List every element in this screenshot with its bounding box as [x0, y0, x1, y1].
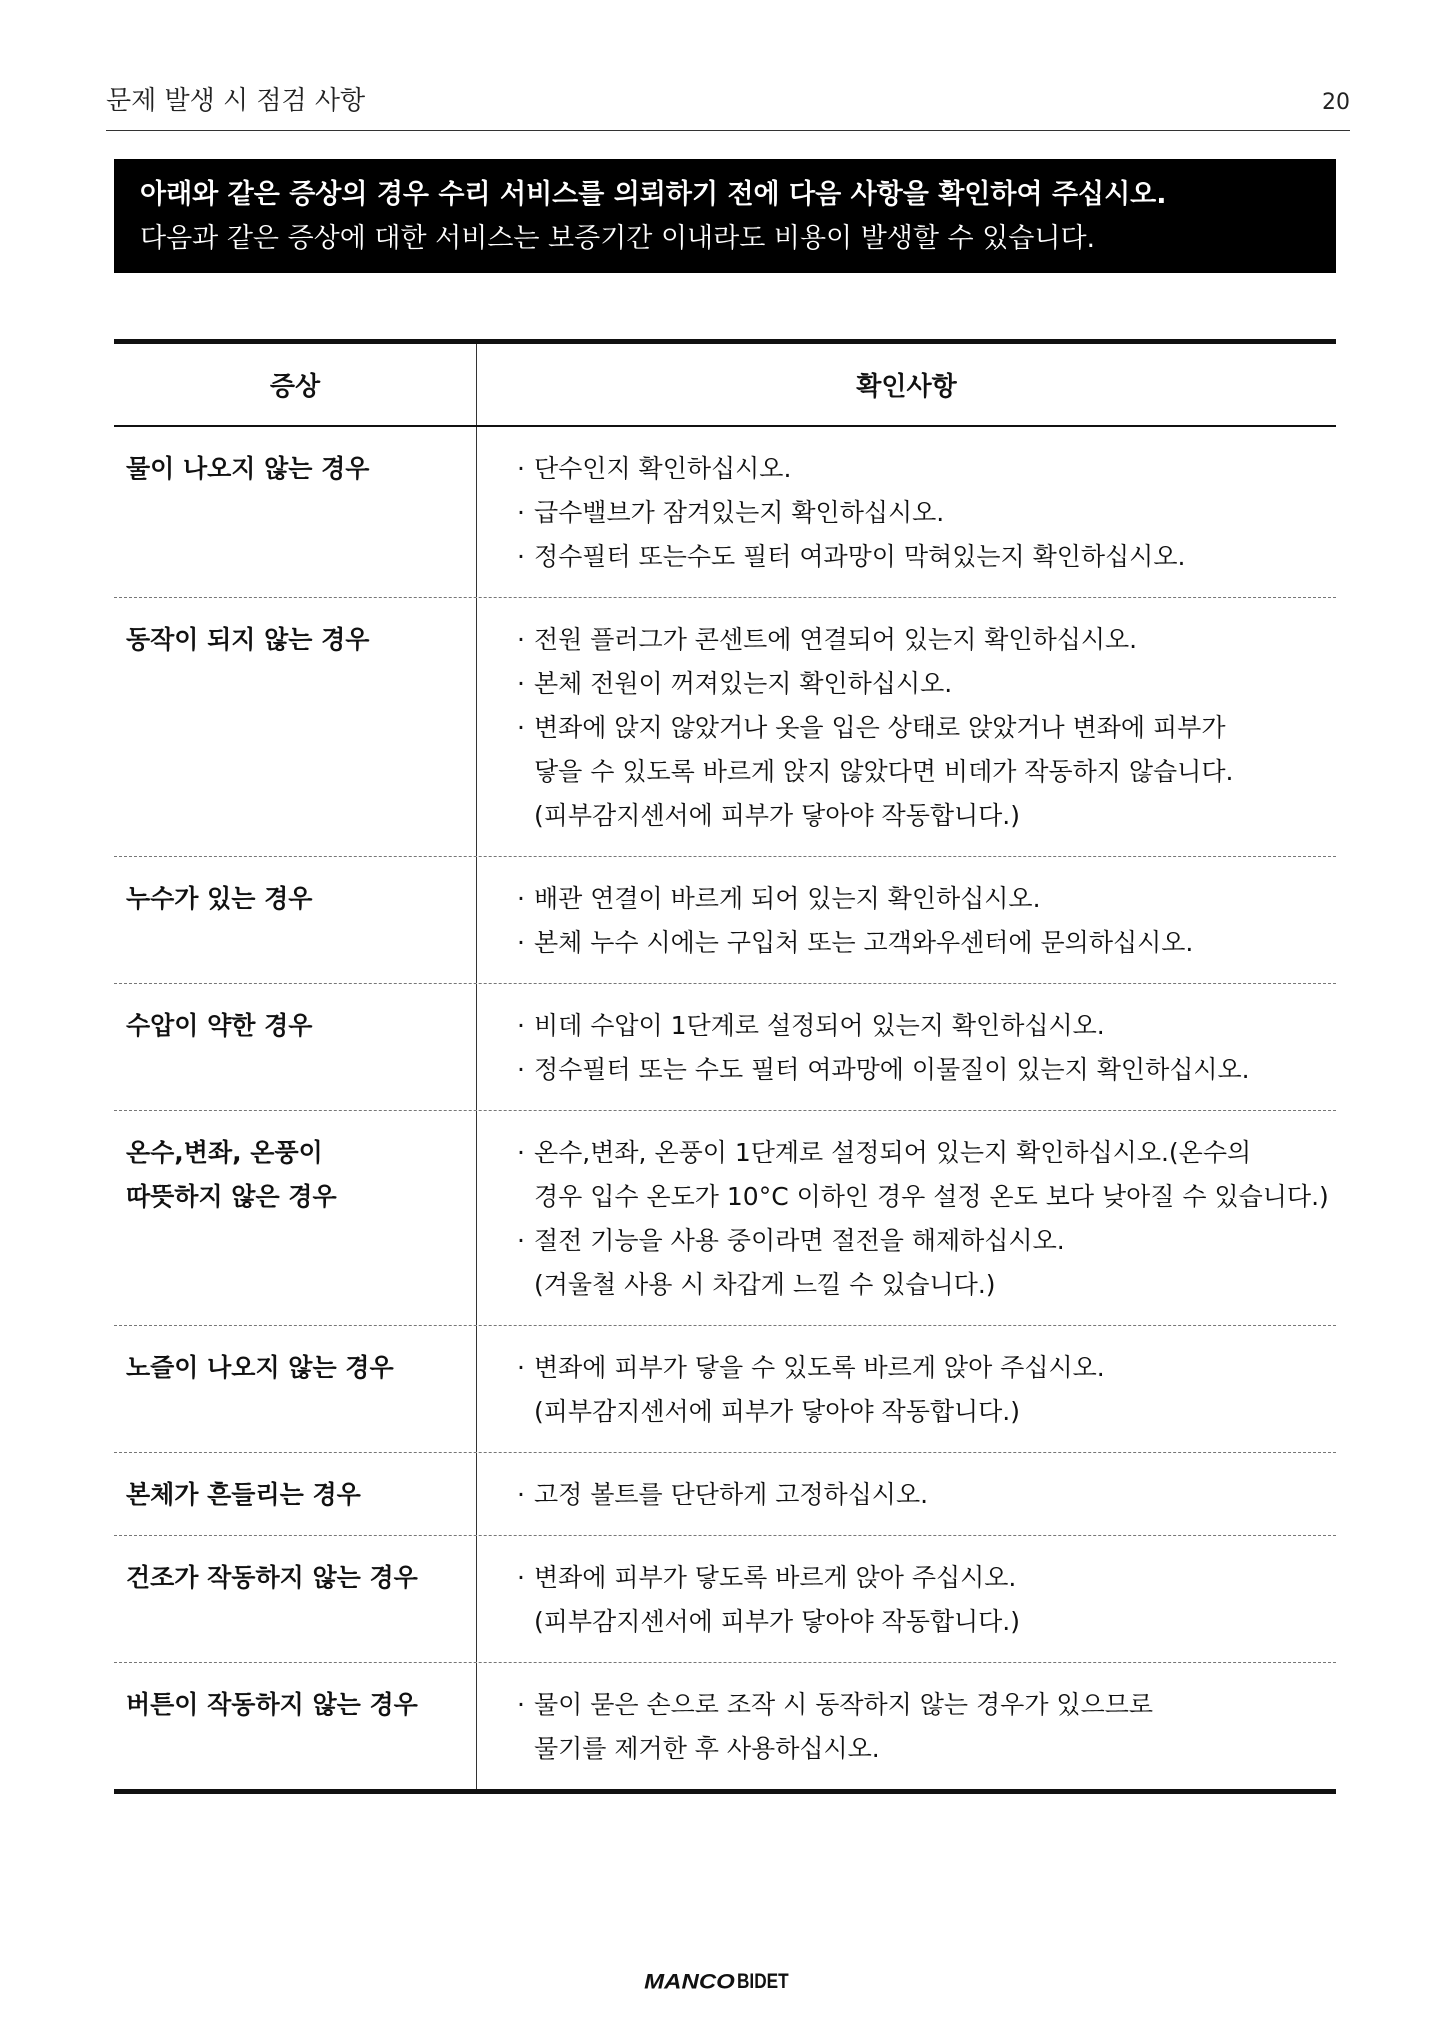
symptom-cell: [114, 1663, 477, 1789]
check-item-text: · 변좌에 피부가 닿을 수 있도록 바르게 앉아 주십시오.: [534, 1353, 1105, 1382]
logo-wordmark-main: MANCO: [644, 1969, 735, 1994]
check-item: [517, 662, 1336, 706]
check-cell: [477, 1663, 1336, 1789]
symptom-text: 노즐이 나오지 않는 경우: [126, 1353, 394, 1382]
symptom-cell: [114, 598, 477, 856]
symptom-cell: [114, 427, 477, 597]
header-check: 확인사항: [856, 372, 957, 402]
check-item: [517, 706, 1336, 838]
check-item-text: 물기를 제거한 후 사용하십시오.: [534, 1734, 880, 1763]
table-row: [114, 984, 1336, 1111]
notice-secondary-text: 다음과 같은 증상에 대한 서비스는 보증기간 이내라도 비용이 발생할 수 있습니다.: [140, 223, 1096, 254]
check-item: [517, 1219, 1336, 1307]
table-row: [114, 1453, 1336, 1536]
symptom-cell: [114, 1453, 477, 1535]
notice-primary-text: 아래와 같은 증상의 경우 수리 서비스를 의뢰하기 전에 다음 사항을 확인하여 주십시오.: [140, 179, 1167, 210]
check-item-text: · 변좌에 피부가 닿도록 바르게 앉아 주십시오.: [534, 1563, 1017, 1592]
check-item-text: · 배관 연결이 바르게 되어 있는지 확인하십시오.: [534, 884, 1041, 913]
check-item-text: · 단수인지 확인하십시오.: [534, 454, 792, 483]
check-item-text: · 정수필터 또는수도 필터 여과망이 막혀있는지 확인하십시오.: [534, 542, 1186, 571]
check-cell: [477, 984, 1336, 1110]
check-item-text: · 비데 수압이 1단계로 설정되어 있는지 확인하십시오.: [534, 1011, 1105, 1040]
check-item-text: 경우 입수 온도가 10°C 이하인 경우 설정 온도 보다 낮아질 수 있습니다.): [534, 1182, 1329, 1211]
check-item-text: · 정수필터 또는 수도 필터 여과망에 이물질이 있는지 확인하십시오.: [534, 1055, 1250, 1084]
check-item-text: · 본체 누수 시에는 구입처 또는 고객와우센터에 문의하십시오.: [534, 928, 1194, 957]
check-item: [517, 447, 1336, 491]
table-row: [114, 857, 1336, 984]
check-cell: [477, 598, 1336, 856]
check-item: [517, 1004, 1336, 1048]
symptom-text: 동작이 되지 않는 경우: [126, 625, 370, 654]
check-item-text: (피부감지센서에 피부가 닿아야 작동합니다.): [534, 801, 1020, 830]
symptom-text: 따뜻하지 않은 경우: [126, 1182, 337, 1211]
check-cell: [477, 427, 1336, 597]
table-row: [114, 427, 1336, 598]
notice-box: [114, 159, 1336, 273]
table-row: [114, 1111, 1336, 1326]
troubleshooting-table: [114, 339, 1336, 1794]
logo-wordmark-sub: BIDET: [736, 1970, 789, 1993]
check-cell: [477, 1111, 1336, 1325]
symptom-cell: [114, 857, 477, 983]
check-cell: [477, 857, 1336, 983]
table-body: [114, 427, 1336, 1789]
header-symptom: 증상: [114, 344, 477, 425]
symptom-cell: [114, 1111, 477, 1325]
check-item: [517, 1048, 1336, 1092]
symptom-text: 누수가 있는 경우: [126, 884, 313, 913]
symptom-text: 건조가 작동하지 않는 경우: [126, 1563, 418, 1592]
symptom-cell: [114, 1536, 477, 1662]
check-item-text: · 전원 플러그가 콘센트에 연결되어 있는지 확인하십시오.: [534, 625, 1138, 654]
check-item: [517, 1131, 1336, 1219]
check-cell: [477, 1453, 1336, 1535]
page-header: [106, 84, 1350, 131]
check-item: [517, 1683, 1336, 1771]
check-cell: [477, 1326, 1336, 1452]
check-item: [517, 1473, 1336, 1517]
check-item: [517, 535, 1336, 579]
check-item-text: · 온수,변좌, 온풍이 1단계로 설정되어 있는지 확인하십시오.(온수의: [534, 1138, 1252, 1167]
check-item-text: · 급수밸브가 잠겨있는지 확인하십시오.: [534, 498, 945, 527]
check-item-text: (피부감지센서에 피부가 닿아야 작동합니다.): [534, 1607, 1020, 1636]
table-row: [114, 1663, 1336, 1789]
table-header-row: [114, 344, 1336, 427]
table-row: [114, 1326, 1336, 1453]
check-item-text: 닿을 수 있도록 바르게 앉지 않았다면 비데가 작동하지 않습니다.: [534, 757, 1234, 786]
check-item-text: · 고정 볼트를 단단하게 고정하십시오.: [534, 1480, 929, 1509]
brand-logo: [644, 1968, 792, 1996]
check-item-text: · 변좌에 앉지 않았거나 옷을 입은 상태로 앉았거나 변좌에 피부가: [534, 713, 1226, 742]
symptom-cell: [114, 1326, 477, 1452]
check-item-text: (피부감지센서에 피부가 닿아야 작동합니다.): [534, 1397, 1020, 1426]
symptom-text: 온수,변좌, 온풍이: [126, 1138, 323, 1167]
page-title: 문제 발생 시 점검 사항: [106, 86, 366, 116]
check-item: [517, 491, 1336, 535]
check-item: [517, 1556, 1336, 1644]
check-item: [517, 877, 1336, 921]
check-item: [517, 921, 1336, 965]
table-row: [114, 1536, 1336, 1663]
page-number: 20: [1322, 90, 1350, 115]
check-cell: [477, 1536, 1336, 1662]
symptom-text: 버튼이 작동하지 않는 경우: [126, 1690, 418, 1719]
check-item-text: (겨울철 사용 시 차갑게 느낄 수 있습니다.): [534, 1270, 996, 1299]
check-item-text: · 절전 기능을 사용 중이라면 절전을 해제하십시오.: [534, 1226, 1065, 1255]
symptom-text: 수압이 약한 경우: [126, 1011, 313, 1040]
check-item-text: · 물이 묻은 손으로 조작 시 동작하지 않는 경우가 있으므로: [534, 1690, 1154, 1719]
check-item: [517, 618, 1336, 662]
check-item-text: · 본체 전원이 꺼져있는지 확인하십시오.: [534, 669, 953, 698]
symptom-cell: [114, 984, 477, 1110]
symptom-text: 물이 나오지 않는 경우: [126, 454, 370, 483]
check-item: [517, 1346, 1336, 1434]
symptom-text: 본체가 흔들리는 경우: [126, 1480, 361, 1509]
table-row: [114, 598, 1336, 857]
